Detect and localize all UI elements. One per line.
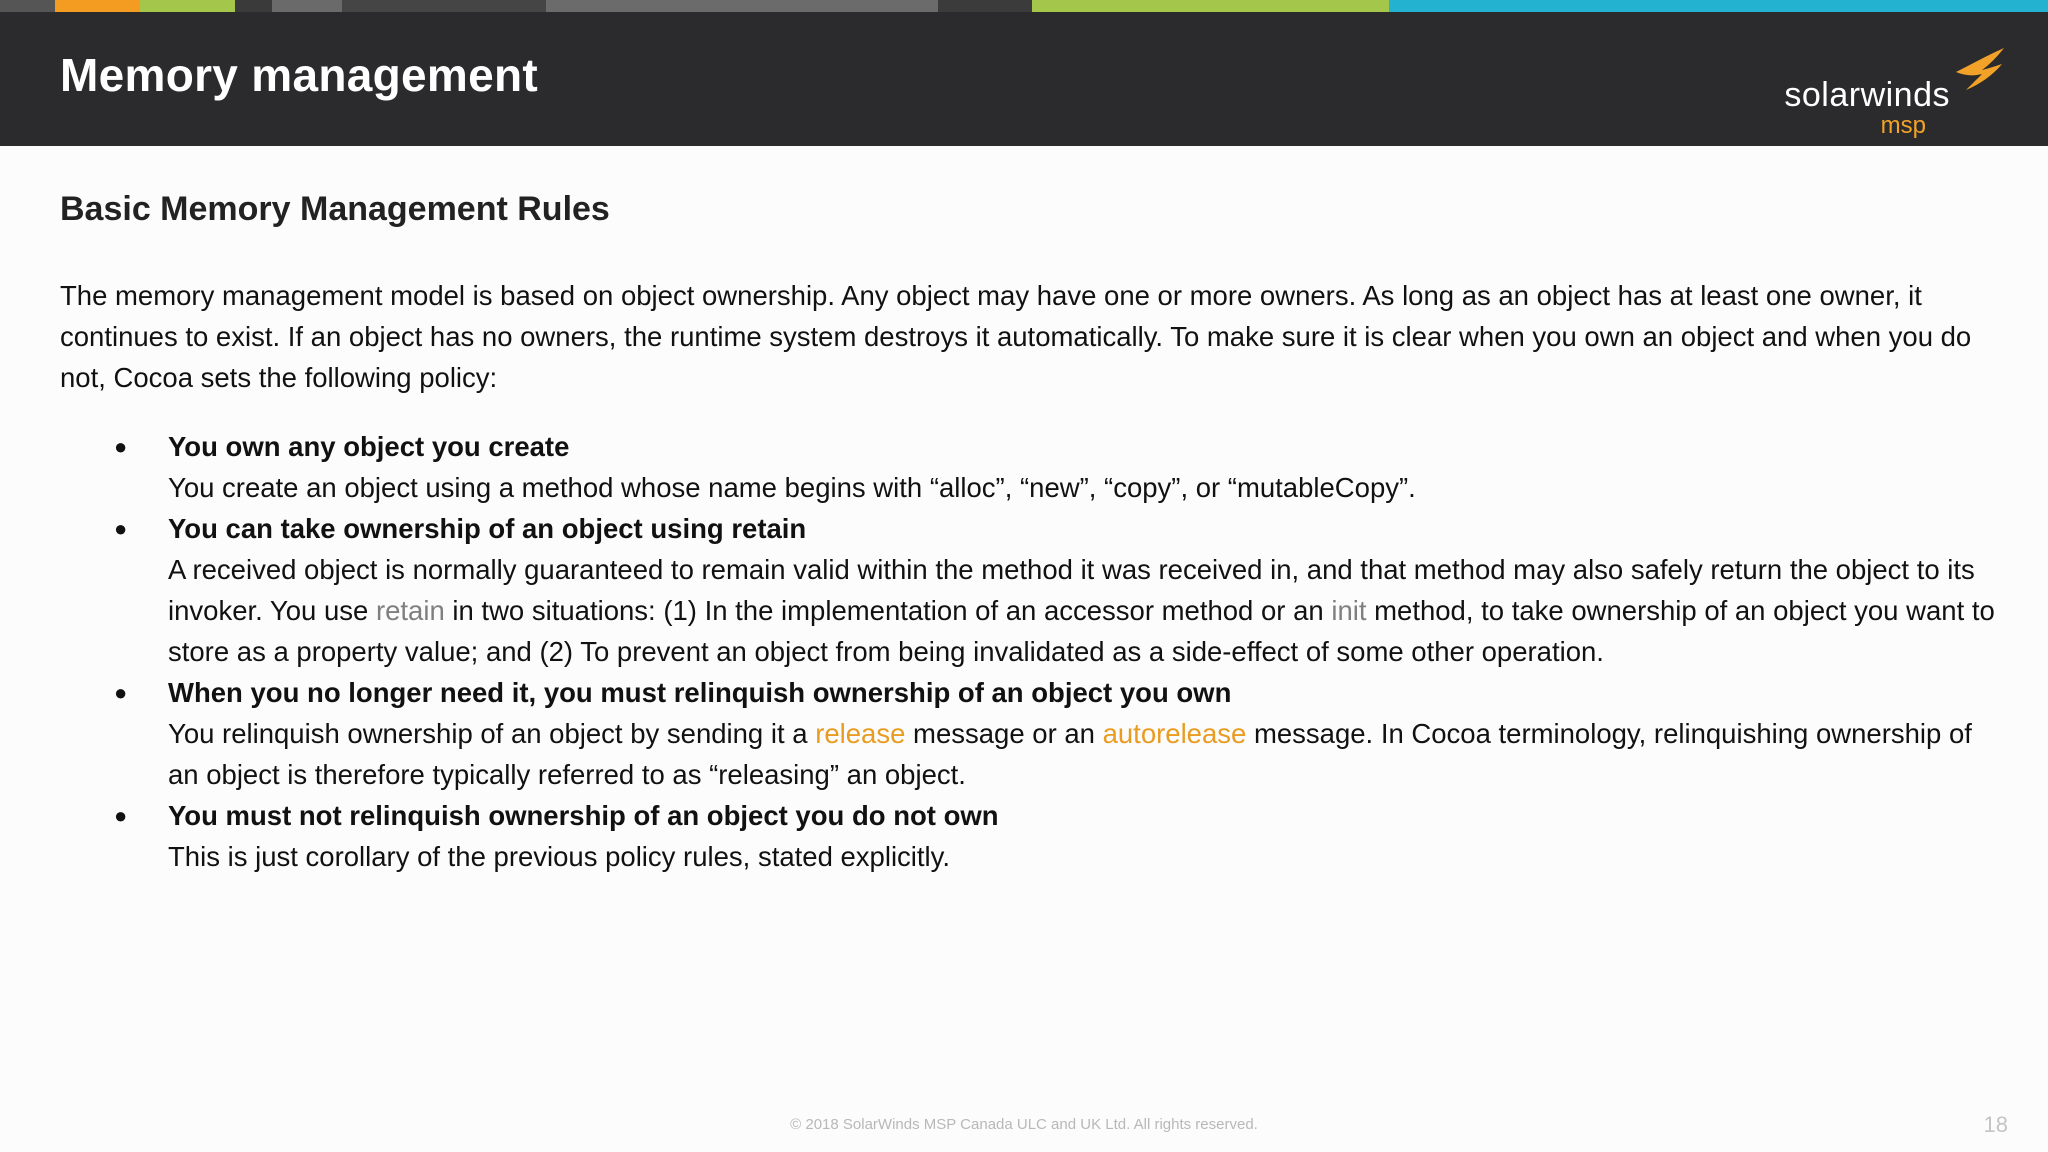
list-item bbox=[60, 672, 2010, 795]
bullet-body: You create an object using a method whose name begins with “alloc”, “new”, “copy”, or “mutableCopy”. bbox=[168, 472, 1416, 503]
color-strip bbox=[0, 0, 2048, 12]
bullet-body bbox=[168, 549, 2010, 672]
color-strip-segment bbox=[235, 0, 272, 12]
slide-title: Memory management bbox=[60, 49, 539, 101]
bullet-title: You own any object you create bbox=[168, 431, 570, 462]
keyword-retain: retain bbox=[375, 595, 445, 626]
keyword-release: release bbox=[815, 718, 906, 749]
keyword-init: init bbox=[1331, 595, 1367, 626]
color-strip-segment bbox=[272, 0, 342, 12]
color-strip-segment bbox=[1032, 0, 1389, 12]
color-strip-segment bbox=[0, 0, 55, 12]
list-item bbox=[60, 508, 2010, 672]
title-bar bbox=[0, 12, 2048, 146]
bullet-title: When you no longer need it, you must relinquish ownership of an object you own bbox=[168, 677, 1232, 708]
bullet-title: You can take ownership of an object using retain bbox=[168, 513, 807, 544]
bullet-icon: ● bbox=[114, 680, 128, 705]
color-strip-segment bbox=[938, 0, 1032, 12]
body-text: in two situations: (1) In the implementation of an accessor method or an bbox=[444, 595, 1332, 626]
logo-sub: msp bbox=[1880, 112, 1926, 139]
bullet-title: You must not relinquish ownership of an object you do not own bbox=[168, 800, 999, 831]
footer-copyright: © 2018 SolarWinds MSP Canada ULC and UK Ltd. All rights reserved. bbox=[790, 1116, 1258, 1133]
bullet-body: This is just corollary of the previous policy rules, stated explicitly. bbox=[168, 841, 951, 872]
keyword-autorelease: autorelease bbox=[1102, 718, 1247, 749]
bullet-icon: ● bbox=[114, 803, 128, 828]
list-item bbox=[60, 795, 2010, 877]
page-number: 18 bbox=[1983, 1112, 2008, 1137]
bullet-icon: ● bbox=[114, 434, 128, 459]
section-heading: Basic Memory Management Rules bbox=[60, 190, 610, 228]
color-strip-segment bbox=[1389, 0, 2048, 12]
body-text: message. In Cocoa terminology, relinquishing ownership of an object is therefore typically referred to as “releasing” an object. bbox=[168, 718, 1972, 790]
bullet-icon: ● bbox=[114, 516, 128, 541]
bullet-body bbox=[168, 713, 2010, 795]
body-text: A received object is normally guaranteed to remain valid within the method it was received in, and that method may also safely return the object to its invoker. You use bbox=[168, 554, 1975, 626]
color-strip-segment bbox=[546, 0, 938, 12]
body-text: You relinquish ownership of an object by sending it a bbox=[168, 718, 816, 749]
color-strip-segment bbox=[55, 0, 140, 12]
intro-paragraph: The memory management model is based on object ownership. Any object may have one or more owners. As long as an object has at least one owner, it continues to exist. If an object has no owners, the runtime system destroys it automatically. To make sure it is clear when you own an object and when you do not, Cocoa sets the following policy: bbox=[60, 280, 1972, 393]
logo-wordmark: solarwinds bbox=[1784, 76, 1950, 114]
body-text: method, to take ownership of an object you want to store as a property value; and (2) To prevent an object from being invalidated as a side-effect of some other operation. bbox=[168, 595, 1995, 667]
list-item bbox=[60, 426, 2010, 508]
color-strip-segment bbox=[140, 0, 235, 12]
policy-list bbox=[60, 426, 2010, 877]
solarwinds-logo bbox=[1768, 42, 2008, 139]
body-text: message or an bbox=[905, 718, 1103, 749]
slide-content bbox=[60, 190, 2010, 877]
solarwinds-flame-icon bbox=[1952, 42, 2008, 98]
color-strip-segment bbox=[342, 0, 546, 12]
